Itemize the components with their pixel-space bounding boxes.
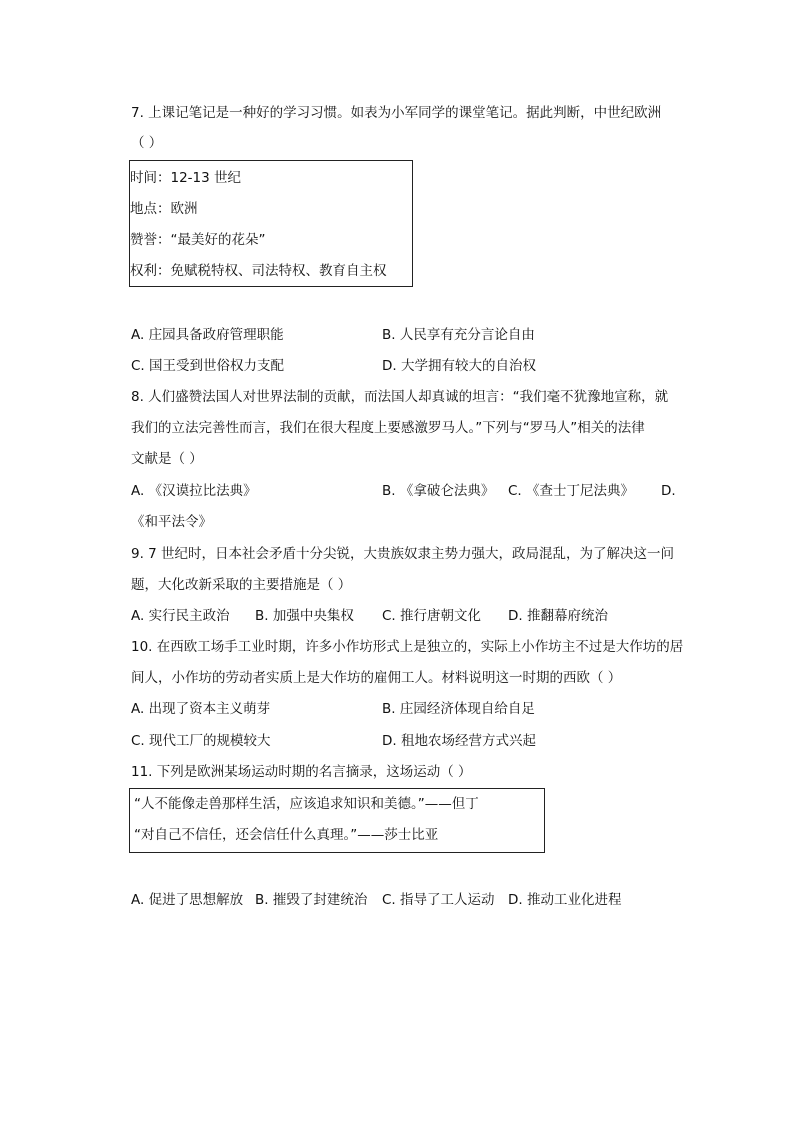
q10-option-c[interactable]: C. 现代工厂的规模较大 — [131, 733, 271, 749]
q9-stem-line2: 题，大化改新采取的主要措施是（ ） — [131, 577, 352, 593]
q8-stem-line2: 我们的立法完善性而言，我们在很大程度上要感激罗马人。”下列与“罗马人”相关的法律 — [131, 420, 645, 436]
q9-option-d[interactable]: D. 推翻幕府统治 — [508, 608, 608, 624]
q11-stem-line1: 11. 下列是欧洲某场运动时期的名言摘录，这场运动（ ） — [131, 764, 472, 780]
q7-note-rights: 权利：免赋税特权、司法特权、教育自主权 — [130, 263, 387, 279]
q9-option-c[interactable]: C. 推行唐朝文化 — [382, 608, 482, 624]
q10-stem-line1: 10. 在西欧工场手工业时期，许多小作坊形式上是独立的，实际上小作坊主不过是大作坊的居 — [131, 639, 684, 655]
q8-option-d-text[interactable]: 《和平法令》 — [131, 514, 212, 530]
q9-stem-line1: 9. 7 世纪时，日本社会矛盾十分尖锐，大贵族奴隶主势力强大，政局混乱，为了解决这一问 — [131, 546, 675, 562]
q11-quote-shakespeare: “对自己不信任，还会信任什么真理。”——莎士比亚 — [134, 827, 439, 843]
q11-option-a[interactable]: A. 促进了思想解放 — [131, 892, 244, 908]
q8-option-a[interactable]: A. 《汉谟拉比法典》 — [131, 483, 257, 499]
q7-option-a[interactable]: A. 庄园具备政府管理职能 — [131, 327, 284, 343]
q9-option-a[interactable]: A. 实行民主政治 — [131, 608, 230, 624]
q11-option-d[interactable]: D. 推动工业化进程 — [508, 892, 622, 908]
q11-quote-box — [129, 788, 545, 853]
q7-note-time: 时间：12-13 世纪 — [130, 170, 242, 186]
q10-option-d[interactable]: D. 租地农场经营方式兴起 — [382, 733, 536, 749]
q11-quote-dante: “人不能像走兽那样生活，应该追求知识和美德。”——但丁 — [134, 796, 479, 812]
q9-option-b[interactable]: B. 加强中央集权 — [255, 608, 354, 624]
q7-option-d[interactable]: D. 大学拥有较大的自治权 — [382, 358, 536, 374]
q7-option-b[interactable]: B. 人民享有充分言论自由 — [382, 327, 535, 343]
q8-stem-line3: 文献是（ ） — [131, 451, 203, 467]
q11-option-b[interactable]: B. 摧毁了封建统治 — [255, 892, 368, 908]
q7-note-place: 地点：欧洲 — [130, 201, 198, 217]
q7-stem-line2: （ ） — [131, 135, 163, 151]
q8-stem-line1: 8. 人们盛赞法国人对世界法制的贡献，而法国人却真诚的坦言：“我们毫不犹豫地宣称，就 — [131, 389, 669, 405]
q11-option-c[interactable]: C. 指导了工人运动 — [382, 892, 495, 908]
q10-stem-line2: 间人，小作坊的劳动者实质上是大作坊的雇佣工人。材料说明这一时期的西欧（ ） — [131, 670, 622, 686]
q7-note-table — [129, 160, 413, 287]
q10-option-b[interactable]: B. 庄园经济体现自给自足 — [382, 701, 535, 717]
q7-option-c[interactable]: C. 国王受到世俗权力支配 — [131, 358, 285, 374]
q8-option-c[interactable]: C. 《查士丁尼法典》 — [508, 483, 635, 499]
q8-option-d[interactable]: D. — [661, 483, 676, 499]
q7-note-praise: 赞誉：“最美好的花朵” — [130, 232, 266, 248]
q7-stem-line1: 7. 上课记笔记是一种好的学习习惯。如表为小军同学的课堂笔记。据此判断，中世纪欧洲 — [131, 105, 662, 121]
q8-option-b[interactable]: B. 《拿破仑法典》 — [382, 483, 495, 499]
q10-option-a[interactable]: A. 出现了资本主义萌芽 — [131, 701, 271, 717]
